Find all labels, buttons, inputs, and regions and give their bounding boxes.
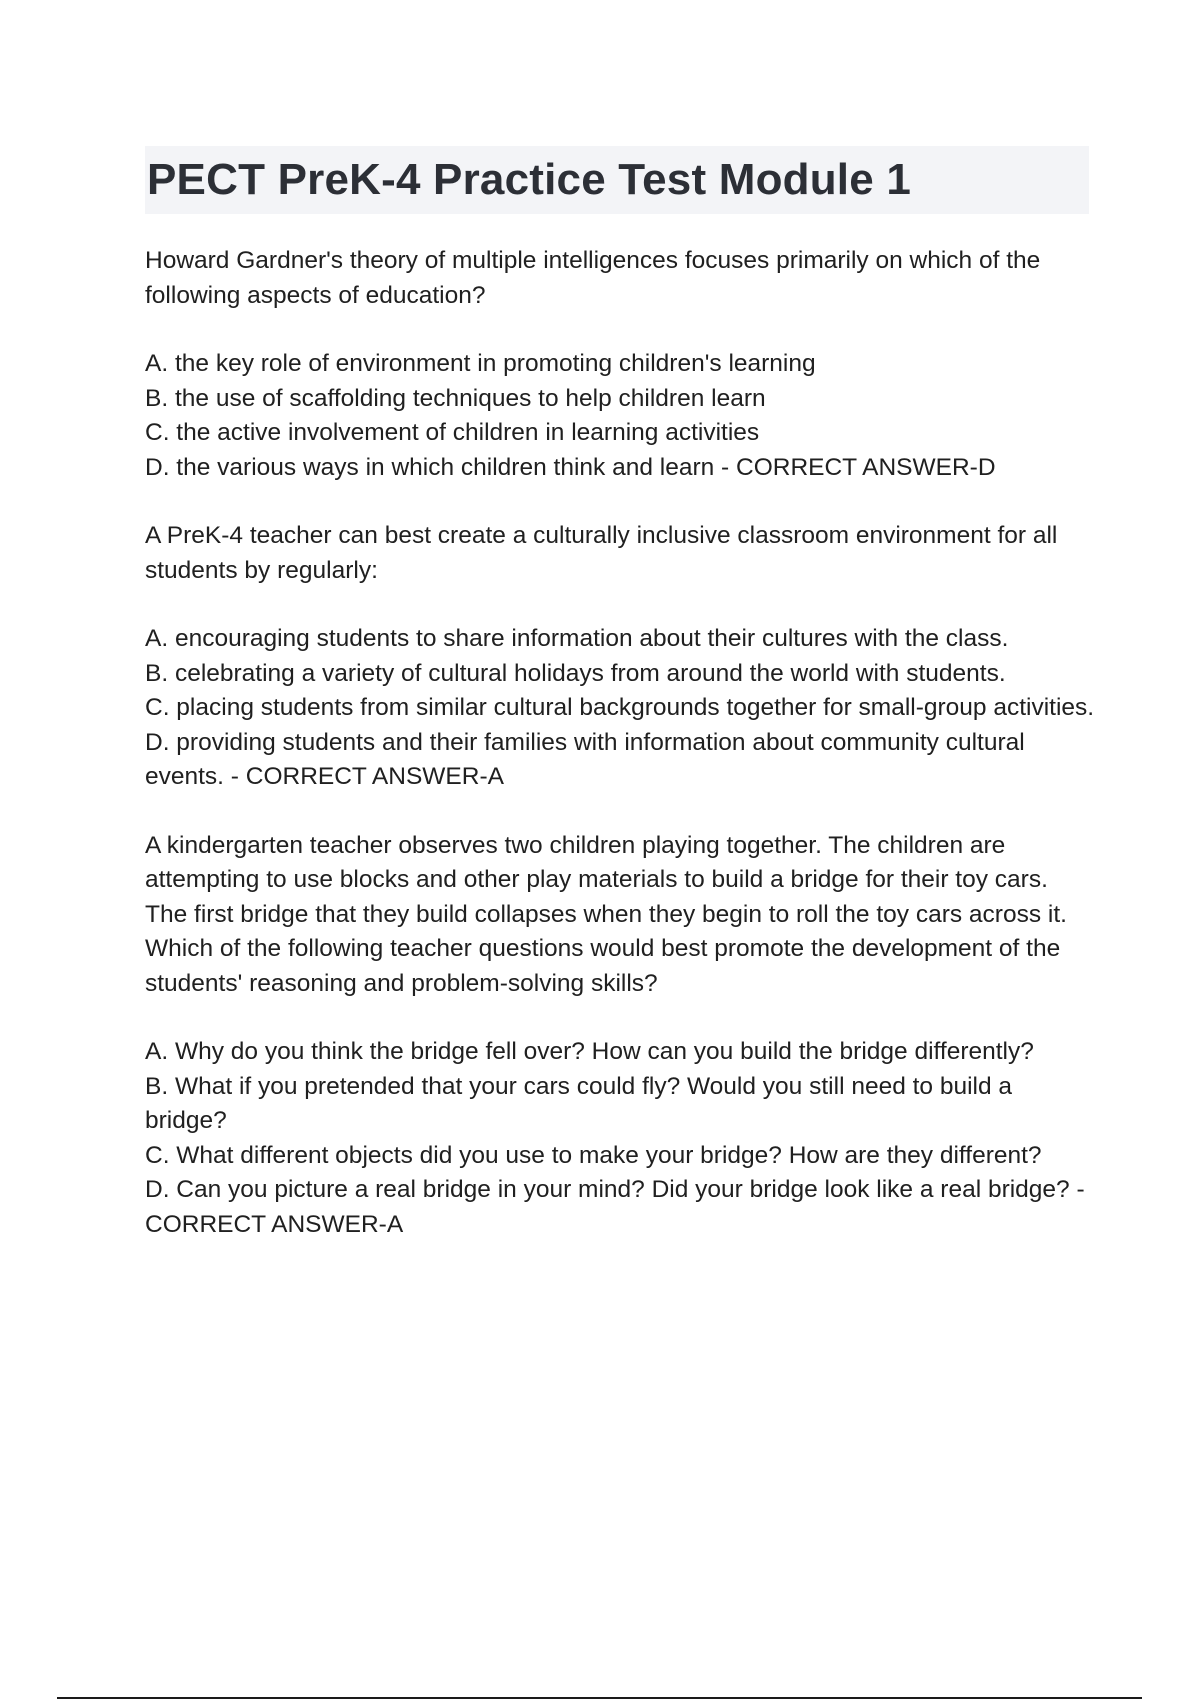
question-block (145, 519, 1095, 795)
question-prompt: Howard Gardner's theory of multiple intelligences focuses primarily on which of the following aspects of education? (145, 247, 1041, 309)
answer-option: A. the key role of environment in promoting children's learning (145, 350, 816, 377)
answer-option: C. placing students from similar cultural backgrounds together for small-group activities. (145, 694, 1095, 721)
answer-option: D. Can you picture a real bridge in your mind? Did your bridge look like a real bridge? - CORRECT ANSWER-A (145, 1176, 1085, 1238)
answer-option: B. What if you pretended that your cars could fly? Would you still need to build a bridge? (145, 1072, 1013, 1134)
answer-option-correct: D. the various ways in which children think and learn - CORRECT ANSWER-D (145, 453, 996, 481)
answer-option: B. celebrating a variety of cultural holidays from around the world with students. (145, 659, 1006, 687)
answer-option: C. What different objects did you use to make your bridge? How are they different? (145, 1141, 1042, 1169)
answer-option-correct: A. Why do you think the bridge fell over? How can you build the bridge differently? (145, 1038, 1034, 1065)
page-title: PECT PreK-4 Practice Test Module 1 (147, 155, 911, 204)
answer-option: C. the active involvement of children in learning activities (145, 419, 760, 446)
title-band (145, 146, 1089, 214)
question-prompt: A kindergarten teacher observes two children playing together. The children are attempting to use blocks and other play materials to build a bridge for their toy cars. The first bridge that they build collapses when they begin to roll the toy cars across it. Which of the following teacher questions would best promote the development of the students' reasoning and problem-solving skills? (145, 831, 1067, 997)
page-bottom-divider (57, 1697, 1142, 1699)
answer-options (145, 1035, 1095, 1242)
answer-options (145, 622, 1095, 795)
answer-option: D. providing students and their families with information about community cultural events. - CORRECT ANSWER-A (145, 728, 1025, 790)
question-list (145, 244, 1095, 1276)
answer-option-correct: A. encouraging students to share information about their cultures with the class. (145, 625, 1009, 652)
question-block (145, 829, 1095, 1243)
question-prompt: A PreK-4 teacher can best create a culturally inclusive classroom environment for all students by regularly: (145, 522, 1058, 584)
answer-option: B. the use of scaffolding techniques to help children learn (145, 384, 766, 412)
answer-options (145, 347, 1095, 485)
question-block (145, 244, 1095, 485)
